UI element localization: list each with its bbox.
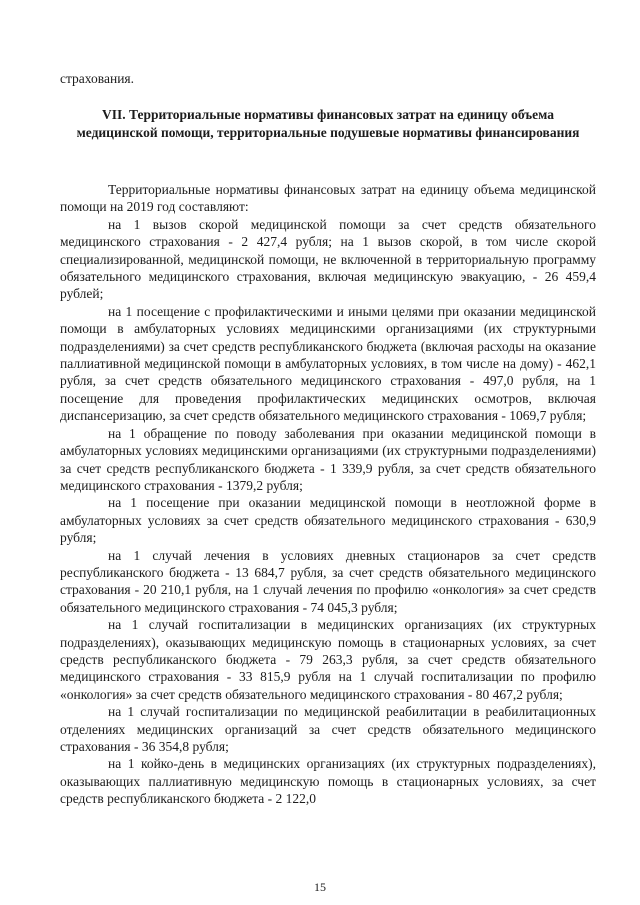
body-text	[60, 181, 596, 808]
paragraph-hospitalization: на 1 случай госпитализации в медицинских организациях (их структурных подразделениях), оказывающих медицинскую помощь в стационарных условиях, за счет средств республиканского бюджета - 79 263,3 рубля, за счет средств обязательного медицинского страхования - 33 815,9 рубля на 1 случай госпитализации по профилю «онкология» за счет средств обязательного медицинского страхования - 80 467,2 рубля;	[60, 617, 596, 702]
paragraph-preventive-visit: на 1 посещение с профилактическими и иными целями при оказании медицинской помощи в амбулаторных условиях медицинскими организациями (их структурными подразделениями) за счет средств республиканского бюджета (включая расходы на оказание паллиативной медицинской помощи в амбулаторных условиях, в том числе на дому) - 462,1 рубля, за счет средств обязательного медицинского страхования - 497,0 рубля, на 1 посещение для проведения профилактических медицинских осмотров, включая диспансеризацию, за счет средств обязательного медицинского страхования - 1069,7 рубля;	[60, 303, 596, 424]
page-number: 15	[314, 880, 326, 894]
paragraph-day-hospital: на 1 случай лечения в условиях дневных стационаров за счет средств республиканского бюджета - 13 684,7 рубля, за счет средств обязательного медицинского страхования - 20 210,1 рубля, на 1 случай лечения по профилю «онкология» за счет средств обязательного медицинского страхования - 74 045,3 рубля;	[60, 547, 596, 615]
paragraph-disease-visit: на 1 обращение по поводу заболевания при оказании медицинской помощи в амбулаторных условиях медицинскими организациями (их структурными подразделениями) за счет средств республиканского бюджета - 1 339,9 рубля, за счет средств обязательного медицинского страхования - 1379,2 рубля;	[60, 425, 596, 493]
continued-text: страхования.	[60, 71, 135, 86]
paragraph-urgent-visit: на 1 посещение при оказании медицинской помощи в неотложной форме в амбулаторных условиях за счет средств обязательного медицинского страхования - 630,9 рубля;	[60, 495, 596, 546]
paragraph-ambulance: на 1 вызов скорой медицинской помощи за счет средств обязательного медицинского страхования - 2 427,4 рубля; на 1 вызов скорой, в том числе скорой специализированной, медицинской помощи, не включенной в территориальную программу обязательного медицинского страхования, включая медицинскую эвакуацию, - 26 459,4 рублей;	[60, 216, 596, 302]
section-heading: VII. Территориальные нормативы финансовых затрат на единицу объема медицинской помощи, территориальные подушевые нормативы финансирования	[76, 107, 580, 140]
paragraph-intro: Территориальные нормативы финансовых затрат на единицу объема медицинской помощи на 2019 год составляют:	[60, 182, 596, 215]
paragraph-bed-day: на 1 койко-день в медицинских организациях (их структурных подразделениях), оказывающих паллиативную медицинскую помощь в стационарных условиях, за счет средств республиканского бюджета - 2 122,0	[60, 756, 596, 807]
paragraph-rehabilitation: на 1 случай госпитализации по медицинской реабилитации в реабилитационных отделениях медицинских организаций за счет средств обязательного медицинского страхования - 36 354,8 рубля;	[60, 704, 596, 754]
